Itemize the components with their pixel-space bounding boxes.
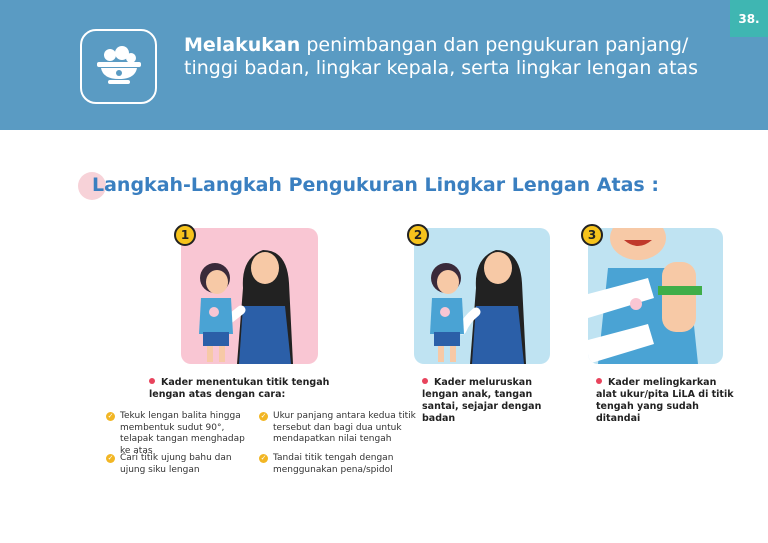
check-icon: ✓ <box>107 454 114 462</box>
step-3-description: Kader melingkarkan alat ukur/pita LiLA di titik tengah yang sudah ditandai <box>596 377 734 424</box>
step-3-text <box>596 377 736 425</box>
step-3-number: 3 <box>581 224 603 246</box>
header-banner <box>0 0 768 130</box>
step-2-illustration <box>414 228 550 364</box>
red-bullet-icon <box>422 378 428 384</box>
section-title: Langkah-Langkah Pengukuran Lingkar Lengan Atas : <box>92 174 659 196</box>
header-title-rest: penimbangan dan pengukuran panjang/ tinggi badan, lingkar kepala, serta lingkar lengan atas <box>184 34 699 79</box>
red-bullet-icon <box>149 378 155 384</box>
check-icon: ✓ <box>107 412 114 420</box>
check-icon: ✓ <box>260 454 267 462</box>
sub-item-text: Cari titik ujung bahu dan ujung siku lengan <box>120 453 232 475</box>
kader-child-illustration-1 <box>181 228 318 364</box>
sub-item-text: Tandai titik tengah dengan menggunakan pena/spidol <box>273 453 394 475</box>
step-1-text <box>149 377 359 401</box>
step-1-sub-item-4 <box>259 453 419 476</box>
sub-item-text: Tekuk lengan balita hingga membentuk sudut 90°, telapak tangan menghadap ke atas <box>120 411 245 456</box>
step-1-description: Kader menentukan titik tengah lengan atas dengan cara: <box>149 377 330 400</box>
step-1-sub-item-1 <box>106 411 256 457</box>
header-title-bold: Melakukan <box>184 34 301 56</box>
step-2-number: 2 <box>407 224 429 246</box>
header-title <box>184 34 704 80</box>
scale-logo <box>80 29 157 104</box>
step-1-number: 1 <box>174 224 196 246</box>
step-1-sub-item-2 <box>259 411 419 446</box>
step-1-illustration <box>181 228 318 364</box>
step-3-illustration <box>588 228 723 364</box>
step-2-description: Kader meluruskan lengan anak, tangan santai, sejajar dengan badan <box>422 377 542 424</box>
page-number-badge: 38. <box>730 0 768 37</box>
sub-item-text: Ukur panjang antara kedua titik tersebut dan bagi dua untuk mendapatkan nilai tengah <box>273 411 416 444</box>
kader-child-illustration-2 <box>414 228 550 364</box>
measuring-arm-illustration <box>588 228 723 364</box>
step-2-text <box>422 377 562 425</box>
weighing-scale-icon <box>93 45 145 89</box>
red-bullet-icon <box>596 378 602 384</box>
step-1-sub-item-3 <box>106 453 256 476</box>
check-icon: ✓ <box>260 412 267 420</box>
